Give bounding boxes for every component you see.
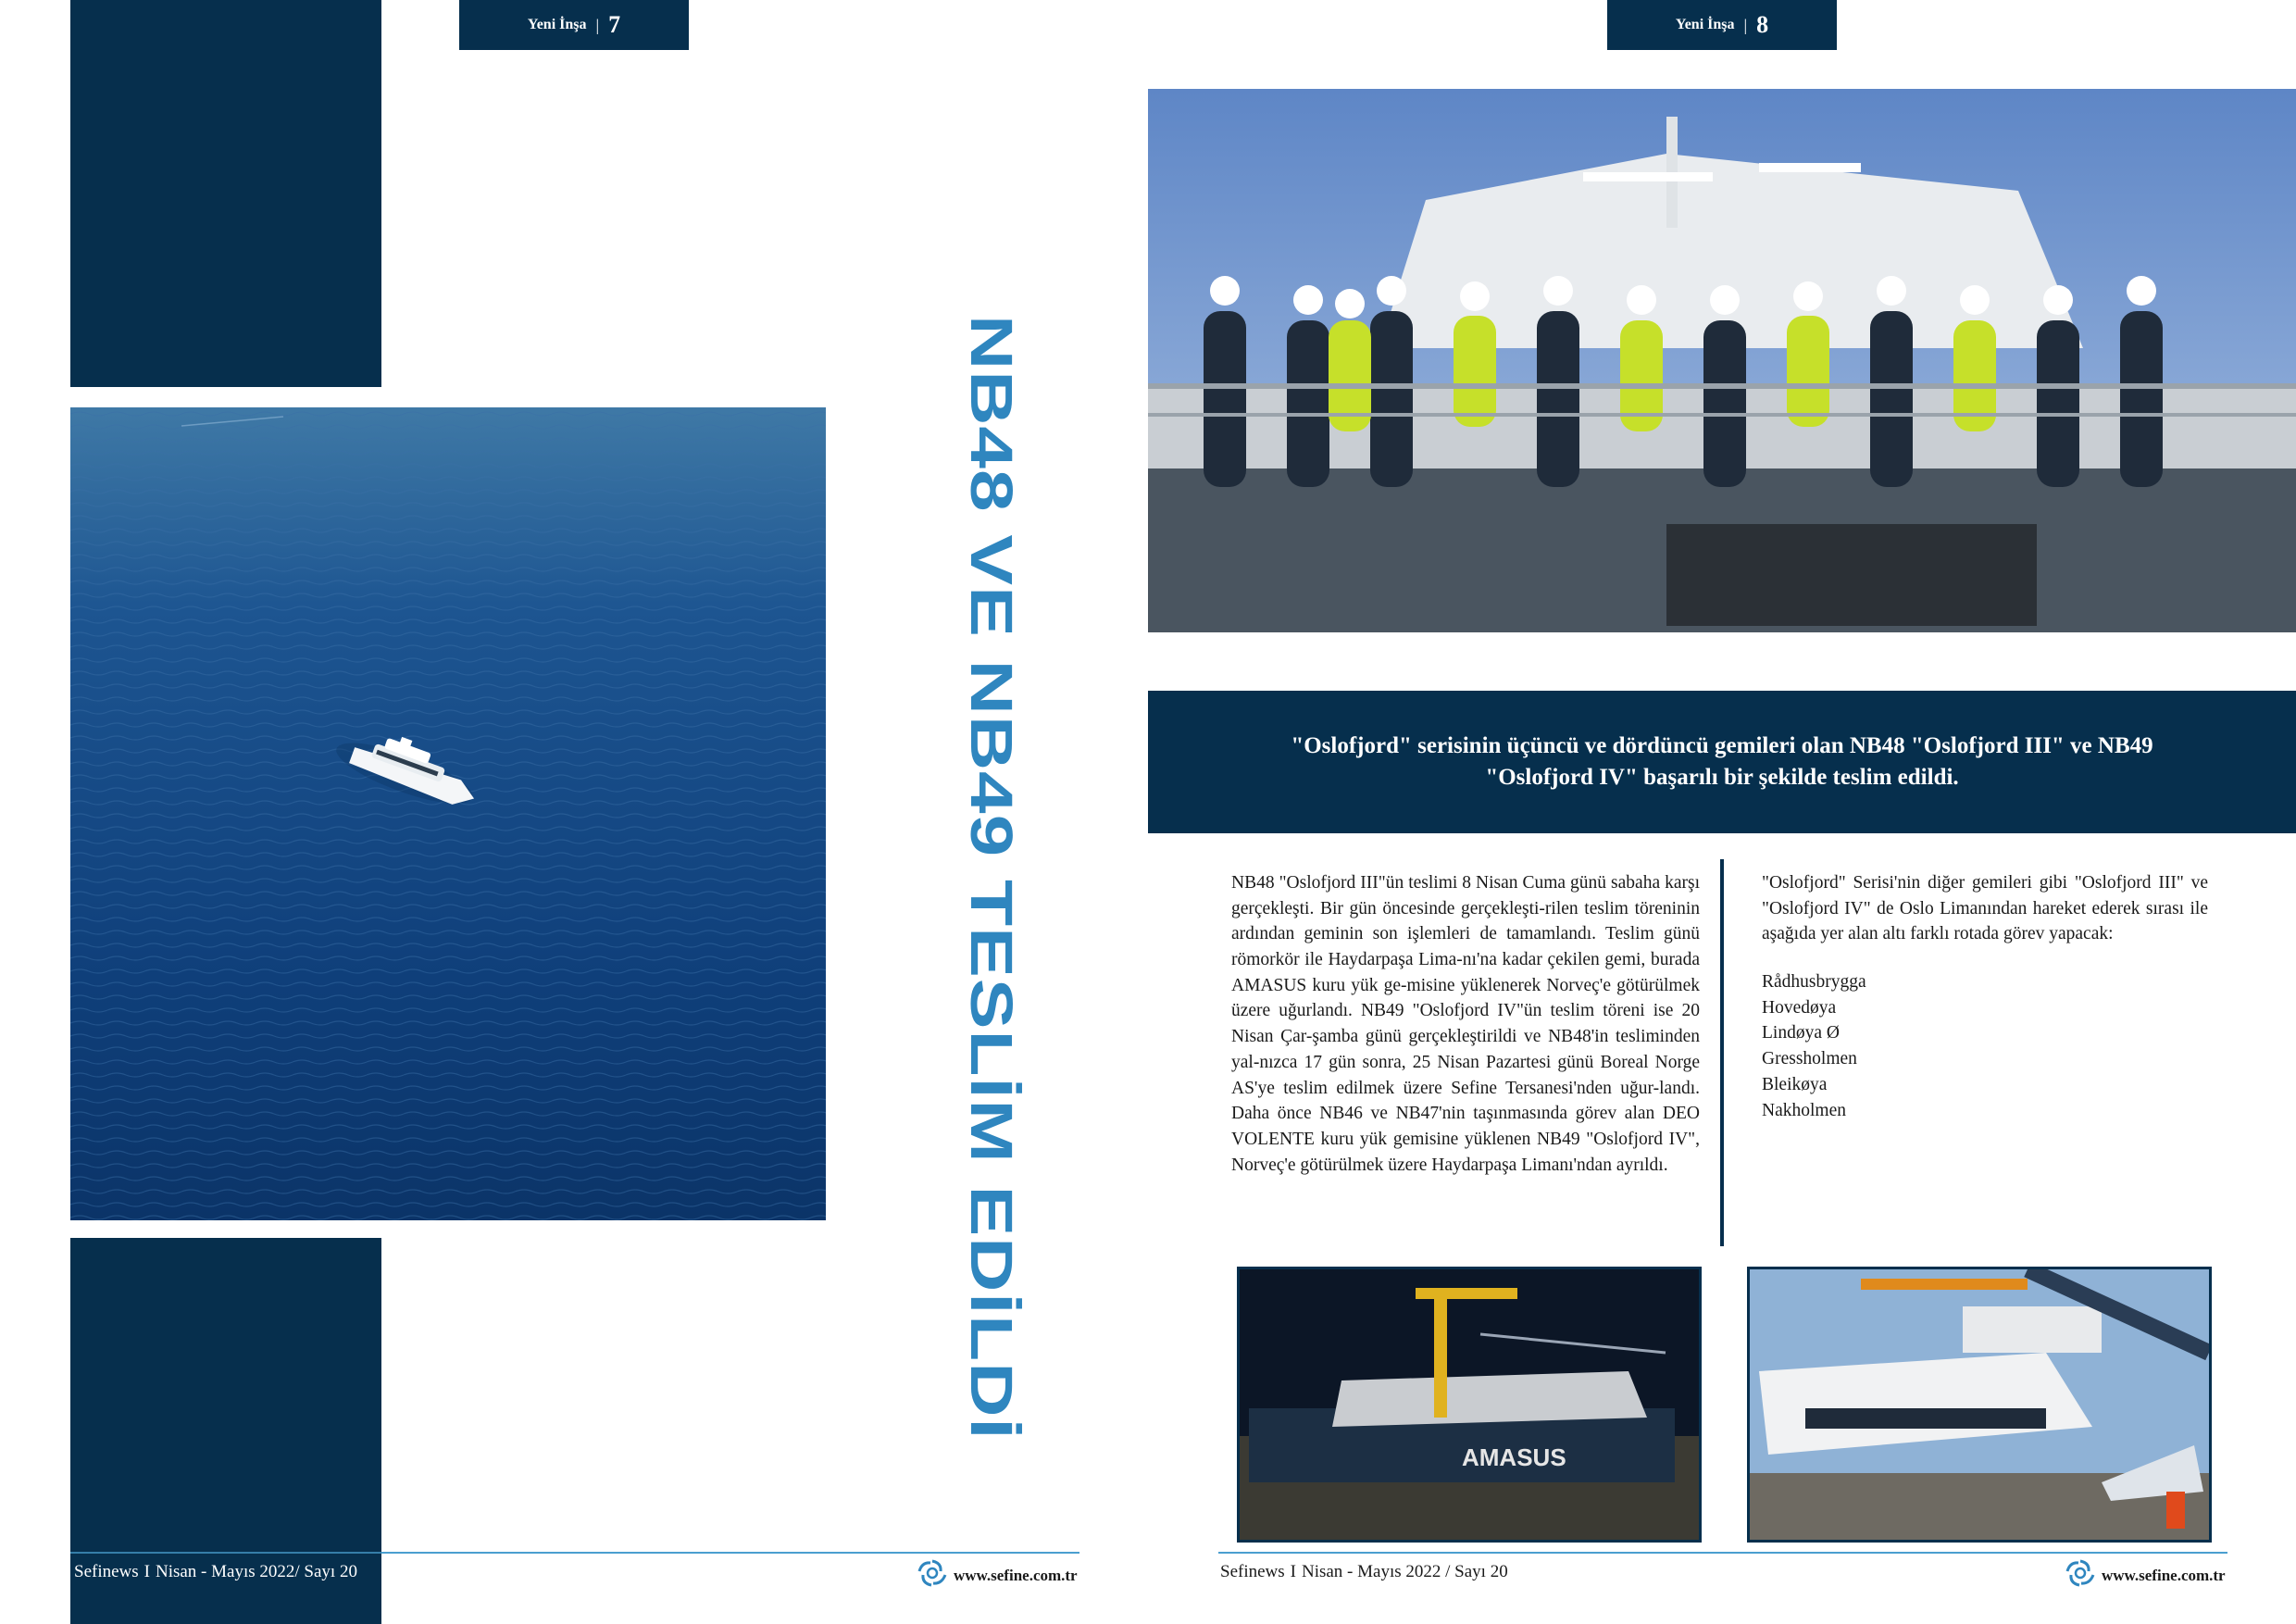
footer-separator: I: [1290, 1562, 1296, 1581]
lead-banner: [1148, 691, 2296, 833]
footer-issue: Nisan - Mayıs 2022 / Sayı 20: [1301, 1562, 1508, 1581]
headline-title: NB48 VE NB49 TESLİM EDİLDİ: [957, 315, 1024, 1441]
right-footer-website[interactable]: [2065, 1559, 2226, 1592]
right-footer-rule: [1218, 1552, 2227, 1554]
left-footer-website[interactable]: [917, 1559, 1078, 1592]
headline-container: [954, 315, 1028, 1441]
website-text: www.sefine.com.tr: [2102, 1566, 2226, 1584]
left-footer-rule: [381, 1552, 1079, 1554]
section-label: Yeni İnşa: [1675, 17, 1735, 32]
route-item: Gressholmen: [1762, 1049, 1857, 1069]
body-left-text: NB48 "Oslofjord III"ün teslimi 8 Nisan Cuma günü sabaha karşı gerçekleşti. Bir gün öncesinde gerçekleşti-rilen teslim töreninin ardından geminin son işlemleri de tamamlandı. Teslim günü römorkör ile Haydarpaşa Lima-nı'na kadar çekilen gemi, burada AMASUS kuru yük ge-misine yüklenerek Norveç'e götürülmek üzere uğurlandı. NB49 "Oslofjord IV"ün teslim töreni ise 20 Nisan Çar-şamba günü gerçekleştirildi ve NB48'in tesliminden yal-nızca 17 gün sonra, 25 Nisan Pazartesi günü Boreal Norge AS'ye teslim edilmek üzere Sefine Tersanesi'nden uğur-landı. Daha önce NB46 ve NB47'nin taşınmasında görev alan DEO VOLENTE kuru yük gemisine yüklenen NB49 "Oslofjord IV", Norveç'e götürülmek üzere Haydarpaşa Limanı'ndan ayrıldı.: [1231, 873, 1700, 1175]
body-column-left: [1231, 870, 1700, 1178]
body-column-right: [1762, 870, 2208, 1123]
crane-lifting-photo: [1747, 1267, 2212, 1543]
loading-night-photo: [1237, 1267, 1702, 1543]
right-footer-info: [1220, 1562, 1508, 1582]
route-item: Hovedøya: [1762, 997, 1837, 1018]
route-item: Nakholmen: [1762, 1100, 1846, 1120]
body-right-text: "Oslofjord" Serisi'nin diğer gemileri gibi "Oslofjord III" ve "Oslofjord IV" de Oslo Limanından hareket ederek sırası ile aşağıda yer alan altı farklı rotada görev yapacak:: [1762, 873, 2208, 944]
sea-ferry-photo: [70, 407, 826, 1220]
page-number: 7: [608, 11, 621, 38]
footer-separator: I: [144, 1562, 150, 1581]
website-text: www.sefine.com.tr: [954, 1566, 1078, 1584]
page-number: 8: [1756, 11, 1769, 38]
route-list: [1762, 969, 2208, 1123]
sefine-logo-icon: [917, 1559, 948, 1592]
left-page-section-tab: [459, 0, 689, 50]
left-footer-rule-on-block: [70, 1552, 381, 1554]
footer-publication: Sefinews: [1220, 1562, 1285, 1581]
hull-name-text: AMASUS: [1462, 1443, 1566, 1471]
left-top-navy-block: [70, 0, 381, 387]
route-item: Lindøya Ø: [1762, 1023, 1840, 1043]
route-item: Bleikøya: [1762, 1074, 1828, 1094]
sefine-logo-icon: [2065, 1559, 2096, 1592]
section-label: Yeni İnşa: [527, 17, 587, 32]
crew-on-bridge-photo: [1148, 89, 2296, 632]
left-footer-info: [74, 1562, 357, 1582]
column-divider: [1720, 859, 1724, 1246]
tab-separator: |: [1743, 15, 1748, 34]
lead-text: "Oslofjord" serisinin üçüncü ve dördüncü gemileri olan NB48 "Oslofjord III" ve NB49 "Oslofjord IV" başarılı bir şekilde teslim edildi.: [1291, 733, 2153, 790]
route-item: Rådhusbrygga: [1762, 972, 1866, 993]
right-page-section-tab: [1607, 0, 1837, 50]
tab-separator: |: [595, 15, 600, 34]
footer-publication: Sefinews: [74, 1562, 139, 1581]
footer-issue: Nisan - Mayıs 2022/ Sayı 20: [155, 1562, 357, 1581]
